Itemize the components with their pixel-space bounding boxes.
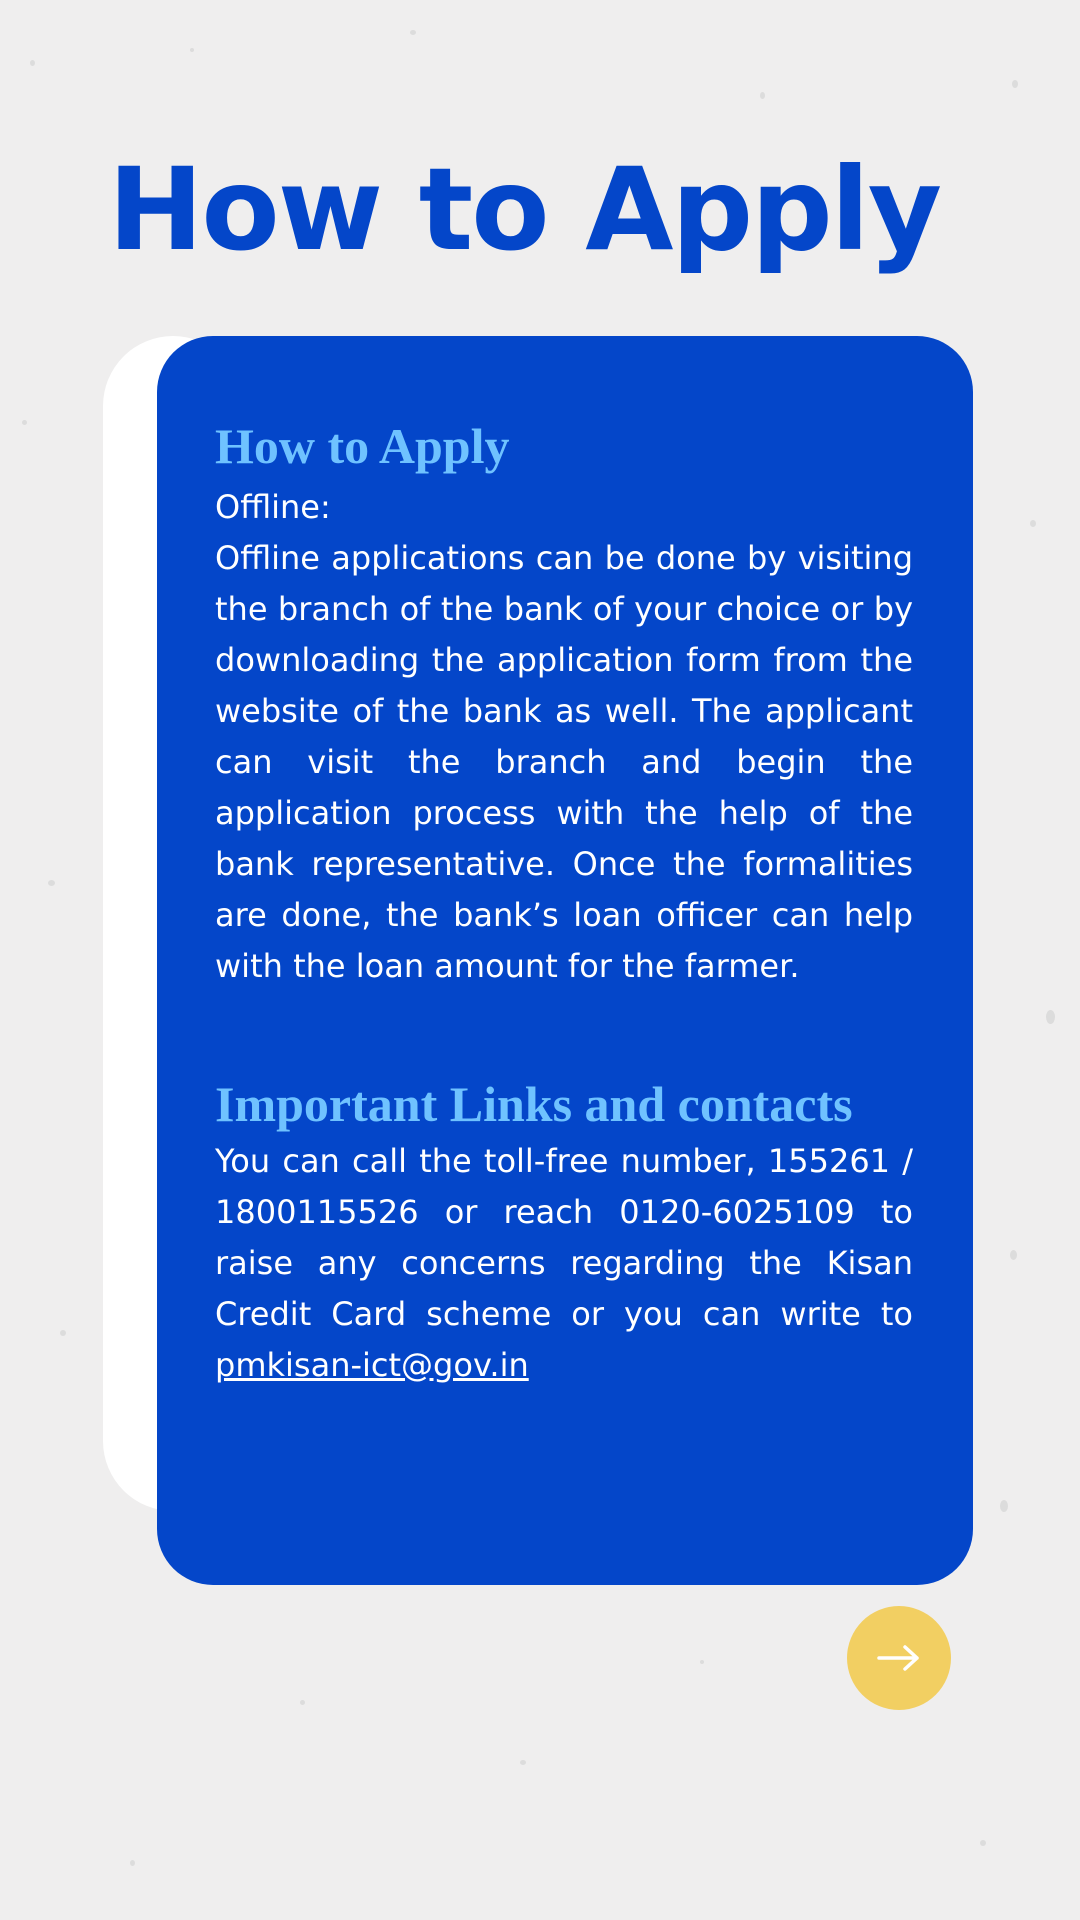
offline-label: Offline:	[215, 488, 331, 526]
info-card	[157, 336, 973, 1585]
email-link[interactable]: pmkisan-ict@gov.in	[215, 1346, 529, 1384]
arrow-right-icon	[876, 1643, 922, 1673]
next-button[interactable]	[847, 1606, 951, 1710]
page-title: How to Apply	[108, 143, 941, 276]
card-heading: How to Apply	[215, 418, 510, 474]
links-heading: Important Links and contacts	[215, 1076, 853, 1132]
offline-description: Offline applications can be done by visiting the branch of the bank of your choice or by downloading the application form from the website of the bank as well. The applicant can visit the branch and begin the application process with the help of the bank representative. Once the formalities are done, the bank’s loan officer can help with the loan amount for the farmer.	[215, 539, 913, 985]
contact-text: You can call the toll-free number, 155261 / 1800115526 or reach 0120-6025109 to raise any concerns regarding the Kisan Credit Card scheme or you can write to	[215, 1142, 913, 1333]
contact-description	[215, 1136, 913, 1391]
